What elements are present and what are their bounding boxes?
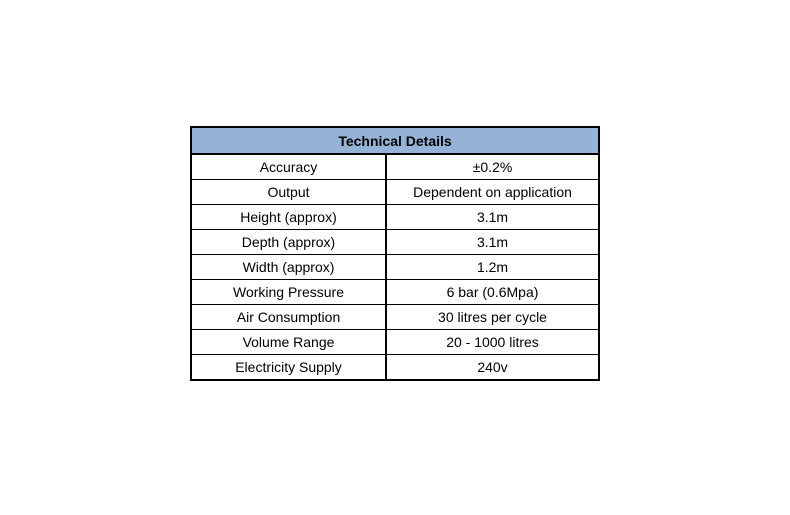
table-row <box>191 330 599 355</box>
table-title: Technical Details <box>191 127 599 154</box>
row-value: 3.1m <box>386 230 599 255</box>
row-value: Dependent on application <box>386 180 599 205</box>
row-value: 20 - 1000 litres <box>386 330 599 355</box>
row-label: Output <box>191 180 386 205</box>
table-row <box>191 355 599 381</box>
table-row <box>191 305 599 330</box>
row-value: 30 litres per cycle <box>386 305 599 330</box>
table-row <box>191 154 599 180</box>
table-row <box>191 255 599 280</box>
table-row <box>191 280 599 305</box>
table-row <box>191 230 599 255</box>
table-row <box>191 205 599 230</box>
row-label: Air Consumption <box>191 305 386 330</box>
row-label: Height (approx) <box>191 205 386 230</box>
row-value: ±0.2% <box>386 154 599 180</box>
row-value: 1.2m <box>386 255 599 280</box>
row-value: 3.1m <box>386 205 599 230</box>
row-label: Depth (approx) <box>191 230 386 255</box>
row-label: Electricity Supply <box>191 355 386 381</box>
row-label: Working Pressure <box>191 280 386 305</box>
row-value: 240v <box>386 355 599 381</box>
table-row <box>191 180 599 205</box>
row-label: Width (approx) <box>191 255 386 280</box>
table-header-row <box>191 127 599 154</box>
row-value: 6 bar (0.6Mpa) <box>386 280 599 305</box>
row-label: Volume Range <box>191 330 386 355</box>
row-label: Accuracy <box>191 154 386 180</box>
technical-details-table <box>190 126 600 381</box>
